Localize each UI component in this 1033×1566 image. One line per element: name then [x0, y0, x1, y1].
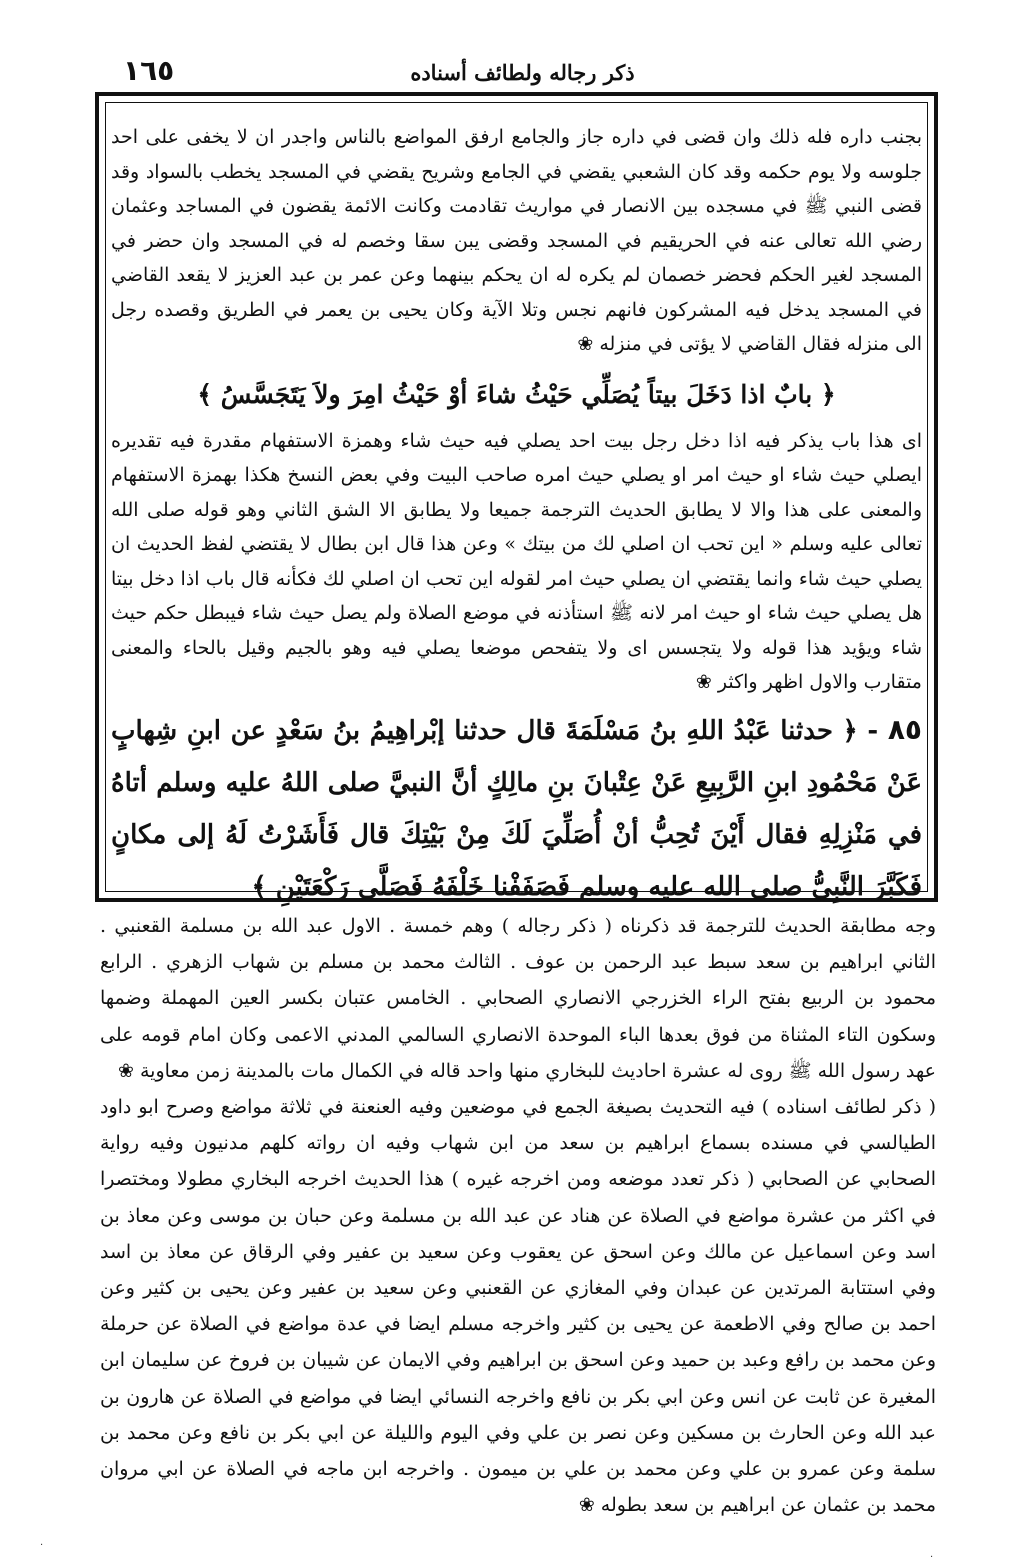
bordered-frame: [95, 92, 938, 902]
rijal-paragraph: وجه مطابقة الحديث للترجمة قد ذكرناه ( ذكر رجاله ) وهم خمسة . الاول عبد الله بن مسلمة القعنبي . الثاني ابراهيم بن سعد سبط عبد الرحمن بن عوف . الثالث محمد بن مسلم بن شهاب الزهري . الرابع محمود بن الربيع بفتح الراء الخزرجي الانصاري الصحابي . الخامس عتبان بكسر العين المهملة وضمها وسكون التاء المثناة من فوق بعدها الباء الموحدة الانصاري السالمي المدني الاعمى وكان امام قومه على عهد رسول الله ﷺ روى له عشرة احاديث للبخاري منها واحد قاله في الكمال مات بالمدينة زمن معاوية ❀: [100, 915, 936, 1082]
page-number: ١٦٥: [123, 54, 175, 87]
hadith-paragraph: ٨٥ - ﴿ حدثنا عَبْدُ اللهِ بنُ مَسْلَمَةَ قال حدثنا إبْراهِيمُ بنُ سَعْدٍ عن ابنِ شِهابٍ عَنْ مَحْمُودِ ابنِ الرَّبِيعِ عَنْ عِتْبانَ بنِ مالِكٍ أنَّ النبيَّ صلى اللهُ عليه وسلم أتاهُ في مَنْزِلِهِ فقال أَيْنَ تُحِبُّ أنْ أُصَلِّيَ لَكَ مِنْ بَيْتِكَ قال فَأَشَرْتُ لَهُ إلى مكانٍ فَكَبَّرَ النَّبِيُّ صلى الله عليه وسلم فَصَفَفْنا خَلْفَهُ فَصَلَّى رَكْعَتَيْنِ ﴾: [111, 712, 922, 902]
hadith-text: ﴿ حدثنا عَبْدُ اللهِ بنُ مَسْلَمَةَ قال حدثنا إبْراهِيمُ بنُ سَعْدٍ عن ابنِ شِهابٍ عَنْ مَحْمُودِ ابنِ الرَّبِيعِ عَنْ عِتْبانَ بنِ مالِكٍ أنَّ النبيَّ صلى اللهُ عليه وسلم أتاهُ في مَنْزِلِهِ فقال أَيْنَ تُحِبُّ أنْ أُصَلِّيَ لَكَ مِنْ بَيْتِكَ قال فَأَشَرْتُ لَهُ إلى مكانٍ فَكَبَّرَ النَّبِيُّ صلى الله عليه وسلم فَصَفَفْنا خَلْفَهُ فَصَلَّى رَكْعَتَيْنِ ﴾: [111, 715, 922, 902]
chapter-commentary: اى هذا باب يذكر فيه اذا دخل رجل بيت احد يصلي فيه حيث شاء وهمزة الاستفهام مقدرة فيه تقديره ايصلي حيث شاء او حيث امر او يصلي حيث امره صاحب البيت وفي بعض النسخ هكذا بهمزة الاستفهام والمعنى على هذا والا لا يطابق الحديث الترجمة جميعا ولا يطابق الا الشق الثاني وهو قوله صلى الله تعالى عليه وسلم « اين تحب ان اصلي لك من بيتك » وعن هذا قال ابن بطال لا يقتضي لفظ الحديث ان يصلي حيث شاء وانما يقتضي ان يصلي حيث امر لقوله اين تحب ان اصلي لك فكأنه قال باب اذا دخل بيتا هل يصلي حيث شاء او حيث امر لانه ﷺ استأذنه في موضع الصلاة ولم يصل حيث شاء فيبطل حكم حيث شاء ويؤيد هذا قوله ولا يتجسس اى ولا يتفحص موضعا يصلي فيه وهو بالجيم وقيل بالحاء والمعنى متقارب والاول اظهر واكثر ❀: [111, 429, 922, 693]
isnad-paragraph: ( ذكر لطائف اسناده ) فيه التحديث بصيغة الجمع في موضعين وفيه العنعنة في ثلاثة مواضع وصرح ابو داود الطيالسي في مسنده بسماع ابراهيم بن سعد من ابن شهاب وفيه ان رواته كلهم مدنيون وفيه رواية الصحابي عن الصحابي ( ذكر تعدد موضعه ومن اخرجه غيره ) هذا الحديث اخرجه البخاري مطولا ومختصرا في اكثر من عشرة مواضع في الصلاة عن هناد عن عبد الله بن مسلمة وعن حبان بن موسى وعن معاذ بن اسد وعن اسماعيل عن مالك وعن اسحق عن يعقوب وعن سعيد بن عفير وفي الرقاق عن معاذ بن اسد وفي استتابة المرتدين عن عبدان وفي المغازي عن القعنبي وعن سعيد بن عفير وعن يحيى بن كثير وعن احمد بن صالح وفي الاطعمة عن يحيى بن كثير واخرجه مسلم ايضا في عدة مواضع في الصلاة عن حرملة وعن محمد بن رافع وعبد بن حميد وعن اسحق بن ابراهيم وفي الايمان عن شيبان بن فروخ عن سليمان ابن المغيرة عن ثابت عن انس وعن ابي بكر بن نافع واخرجه النسائي ايضا في مواضع في الصلاة عن هارون بن عبد الله وعن الحارث بن مسكين وعن نصر بن علي وفي اليوم والليلة عن ابي بكر بن نافع وعن محمد بن سلمة وعن عمرو بن علي وعن محمد بن علي بن ميمون . واخرجه ابن ماجه في الصلاة عن ابي مروان محمد بن عثمان عن ابراهيم بن سعد بطوله ❀: [100, 1096, 936, 1517]
frame-content: [111, 120, 922, 902]
margin-mark: ·: [40, 1540, 44, 1551]
hadith-number: ٨٥: [887, 712, 922, 746]
chapter-heading: ﴿ بابٌ اذا دَخَلَ بيتاً يُصَلِّي حَيْثُ شاءَ أوْ حَيْثُ امِرَ ولاَ يَتَجَسَّسُ ﴾: [197, 379, 836, 409]
hadith-block: [111, 704, 922, 913]
margin-mark: ·: [930, 1552, 934, 1563]
running-head: ذكر رجاله ولطائف أسناده: [410, 60, 635, 85]
page-header: [95, 52, 950, 92]
commentary-body: [100, 908, 936, 1523]
intro-paragraph: بجنب داره فله ذلك وان قضى في داره جاز والجامع ارفق المواضع بالناس واجدر ان لا يخفى على احد جلوسه ولا يوم حكمه وقد كان الشعبي يقضي في الجامع وشريح يقضي في المسجد يخطب بالسواد وقد قضى النبي ﷺ في مسجده بين الانصار في مواريث تقادمت وكانت الائمة يقضون في المساجد وعثمان رضي الله تعالى عنه في الحريقيم في المسجد وقضى يبن سقا وخصم له في المسجد وان حضر في المسجد لغير الحكم فحضر خصمان لم يكره له ان يحكم بينهما وعن عمر بن عبد العزيز لا يقعد القاضي في المسجد يدخل فيه المشركون فانهم نجس وتلا الآية وكان يحيى بن يعمر في الطريق وقصده رجل الى منزله فقال القاضي لا يؤتى في منزله ❀: [111, 126, 922, 355]
